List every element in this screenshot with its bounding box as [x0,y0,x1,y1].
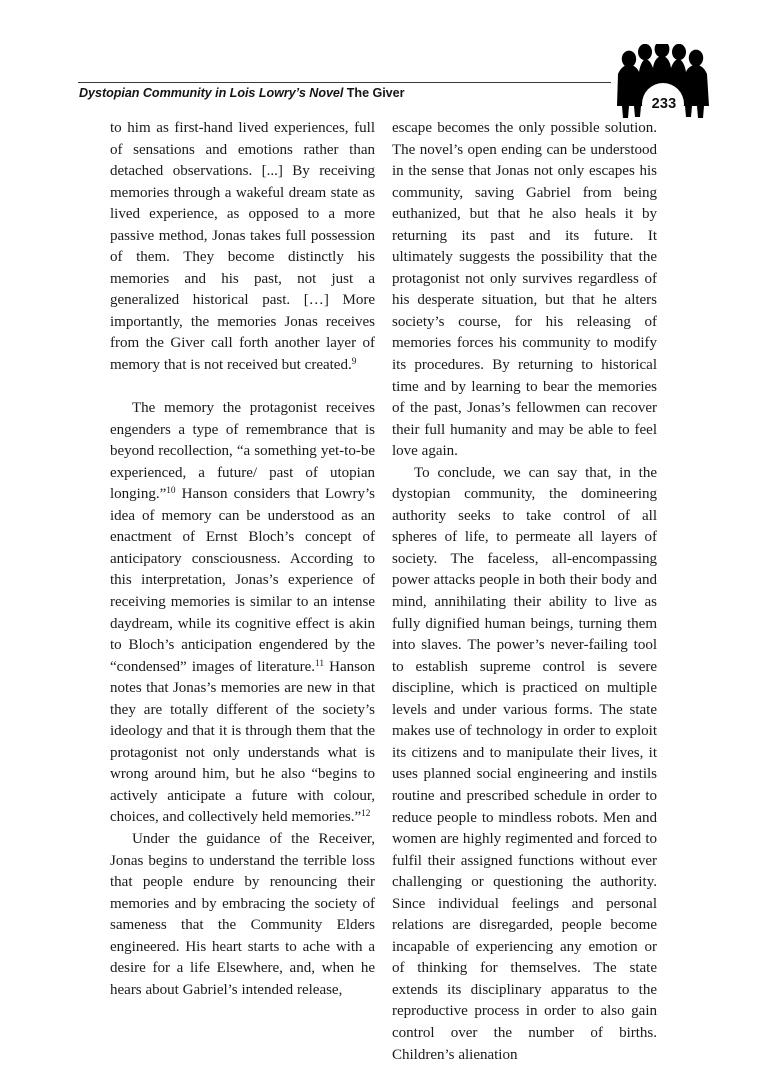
paragraph-text-continued: Hanson notes that Jonas’s memories are new in that they are totally different of the society’s ideology and that it is through them that the protagonist not only understands what is wrong around him, but he also “begins to actively anticipate a future with colour, choices, and collectively held memories.” [110,658,375,826]
paragraph-text: Under the guidance of the Receiver, Jonas begins to understand the terrible loss that people endure by renouncing their memories and by embracing the society of sameness that the Community Elders engineered. His heart starts to ache with a desire for a life Elsewhere, and, when he hears about Gabriel’s intended release, [110,831,375,998]
page-folio-number-label: 233 [651,96,677,112]
running-header-article-title: Dystopian Community in Lois Lowry’s Novel [79,86,347,100]
paragraph-text: To conclude, we can say that, in the dystopian community, the domineering authority seeks to take control of all spheres of life, to permeate all layers of society. The faceless, all-encompassing power attacks people in both their body and mind, annihilating their ability to live as fully dignified human beings, turning them into slaves. The power’s never-failing tool to establish supreme control is severe discipline, which is practiced on multiple levels and under various forms. The state makes use of technology in order to exploit its citizens and to manipulate their lives, it uses planned social engineering and instils routine and prescribed schedule in order to reduce people to mindless robots. Men and women are highly regimented and forced to fulfil their assigned functions without ever challenging or questioning the authority. Since individual feelings and personal relations are disregarded, people become incapable of experiencing any emotion or of thinking for themselves. The state extends its disciplinary apparatus to the reproductive process in order to also gain control over the number of births. Children’s alienation [392,464,657,1063]
footnote-marker: 10 [166,486,176,497]
running-header-book-title: The Giver [346,86,405,100]
crowd-silhouette-emblem [612,44,714,120]
column-right [392,118,657,1066]
paragraph [392,463,657,1066]
paragraph-text: to him as first-hand lived experiences, full of sensations and emotions rather than detached observations. [...] By receiving memories through a wakeful dream state as lived experience, as opposed to a more passive method, Jonas takes full possession of them. They become distinctly his memories and his past, not just a generalized historical past. […] More importantly, the memories Jonas receives from the Giver call forth another layer of memory that is not received but created. [110,120,375,374]
footnote-marker: 9 [351,357,357,368]
paragraph [392,118,657,463]
footnote-marker: 12 [361,809,371,820]
footnote-marker: 11 [315,658,324,669]
two-column-body [0,118,768,1063]
paragraph-text: The memory the protagonist receives engenders a type of remembrance that is beyond recollection, “a something yet-to-be experienced, a future/ past of utopian longing.” [110,400,375,503]
paragraph-text-continued: Hanson considers that Lowry’s idea of memory can be understood as an enactment of Ernst Bloch’s concept of anticipatory consciousness. According to this interpretation, Jonas’s experience of receiving memories is similar to an intense daydream, while its cognitive effect is akin to Bloch’s anticipation engendered by the “condensed” images of literature. [110,486,375,675]
paragraph-text: escape becomes the only possible solution. The novel’s open ending can be understood in the sense that Jonas not only escapes his community, saving Gabriel from being euthanized, but that he also heals it by returning its past and its future. It ultimately suggests the possibility that the protagonist not only survives regardless of his desperate situation, but that he alters society’s course, for his releasing of memories forces his community to modify its procedures. By returning to historical time and by learning to bear the memories of the past, Jonas’s fellowmen can recover their full humanity and may be able to feel love again. [392,120,657,460]
paragraph [110,398,375,829]
paragraph [110,829,375,1001]
running-header-title [79,86,619,100]
column-left [110,118,375,1001]
paragraph [110,118,375,377]
header-divider-rule [78,82,611,83]
page-header [0,0,768,118]
